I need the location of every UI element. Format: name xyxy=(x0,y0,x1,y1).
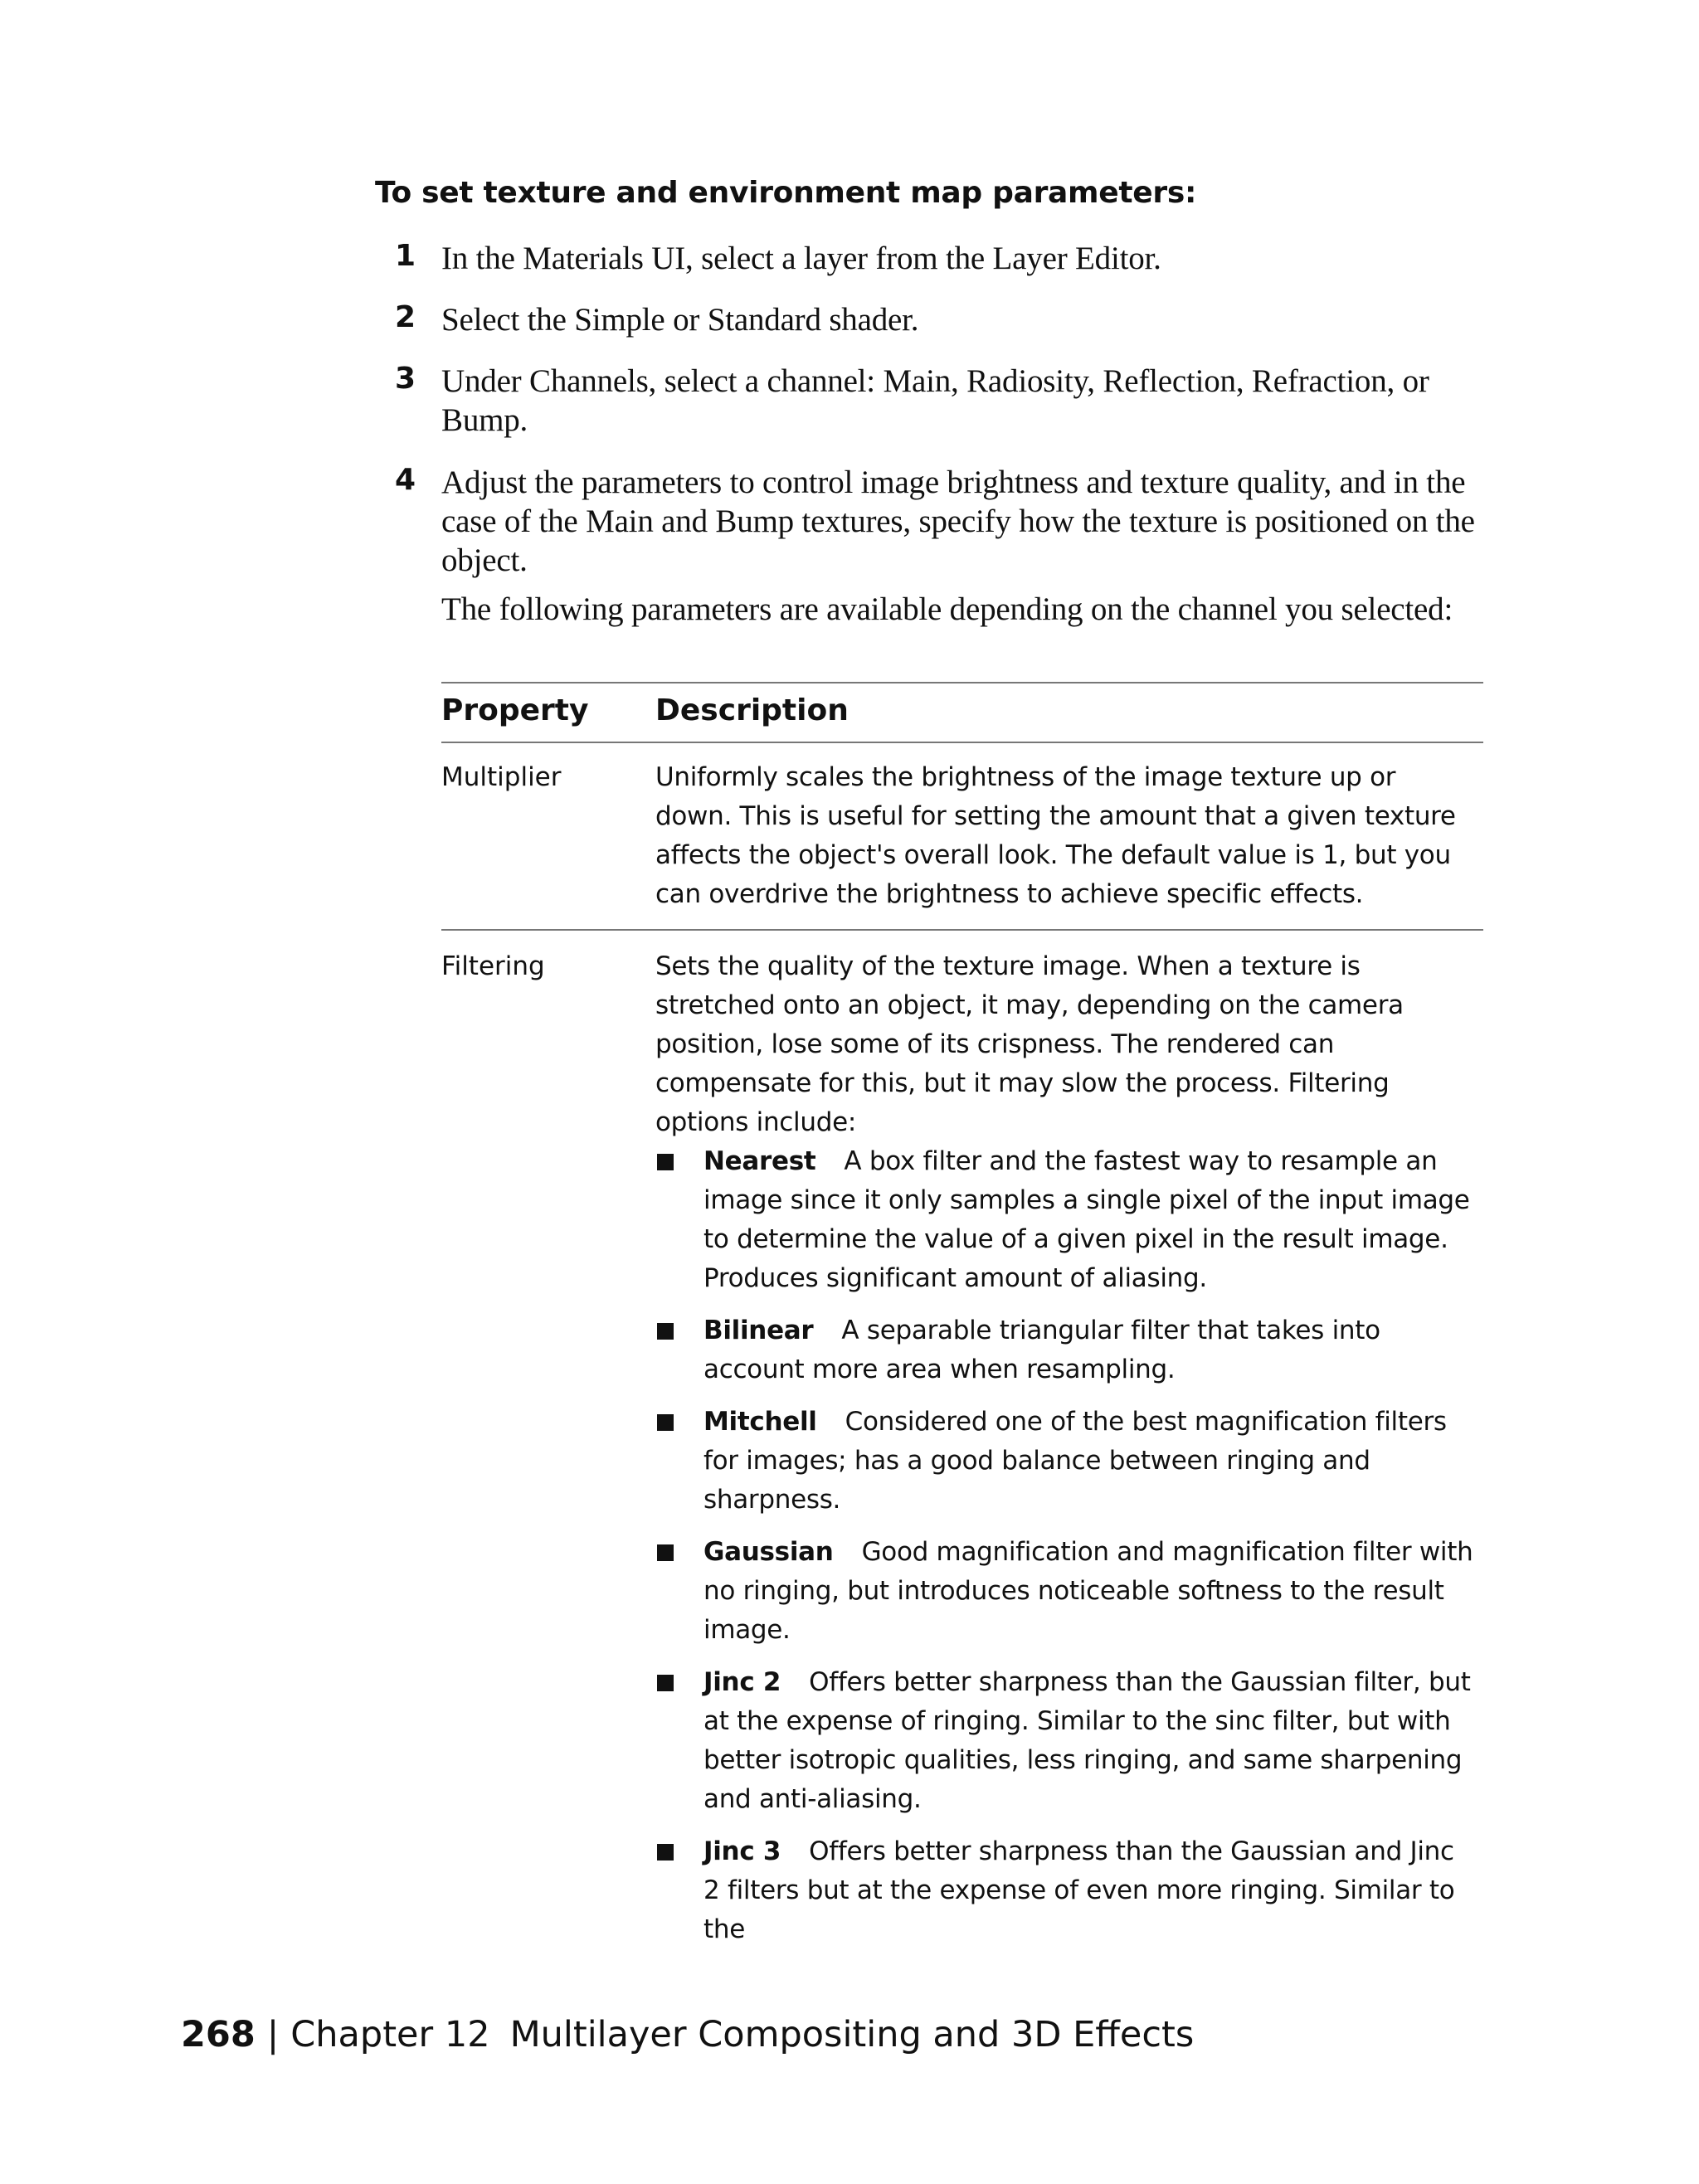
option-name: Gaussian xyxy=(703,1537,834,1567)
step-text: Under Channels, select a channel: Main, Radiosity, Reflection, Refraction, or Bump. xyxy=(441,363,1429,438)
option-text: A separable triangular filter that takes into account more area when resampling. xyxy=(703,1316,1380,1384)
footer-separator: | xyxy=(266,2014,280,2055)
list-item xyxy=(655,1311,1477,1389)
table-row xyxy=(441,743,1483,929)
list-item xyxy=(655,1533,1477,1650)
step-number: 3 xyxy=(395,362,416,396)
procedure-heading: To set texture and environment map parameters: xyxy=(375,176,1197,210)
header-property: Property xyxy=(441,693,589,727)
option-name: Jinc 2 xyxy=(703,1667,781,1697)
property-description: Sets the quality of the texture image. When a texture is stretched onto an object, it may, depending on the camera position, lose some of its crispness. The rendered can compensate for this, but it may slow the process. Filtering options include: xyxy=(655,951,1404,1137)
square-bullet-icon xyxy=(657,1844,674,1861)
step-subtext: The following parameters are available depending on the channel you selected: xyxy=(441,591,1453,627)
list-item xyxy=(655,1832,1477,1949)
step-text: Adjust the parameters to control image brightness and texture quality, and in the case of the Main and Bump textures, specify how the texture is positioned on the object. xyxy=(441,465,1475,578)
page-number: 268 xyxy=(181,2014,256,2055)
square-bullet-icon xyxy=(657,1154,674,1170)
square-bullet-icon xyxy=(657,1675,674,1691)
list-item xyxy=(655,1663,1477,1819)
step-number: 4 xyxy=(395,463,416,497)
step-number: 2 xyxy=(395,300,416,334)
property-name: Multiplier xyxy=(441,762,562,792)
option-text: Considered one of the best magnification filters for images; has a good balance between ringing and sharpness. xyxy=(703,1407,1447,1515)
option-text: Offers better sharpness than the Gaussian and Jinc 2 filters but at the expense of even more ringing. Similar to the xyxy=(703,1836,1455,1944)
procedure-step xyxy=(375,362,1487,440)
step-text: Select the Simple or Standard shader. xyxy=(441,302,919,338)
procedure-step xyxy=(375,463,1487,629)
property-description: Uniformly scales the brightness of the image texture up or down. This is useful for setting the amount that a given texture affects the object's overall look. The default value is 1, but you can overdrive the brightness to achieve specific effects. xyxy=(655,762,1456,909)
header-description: Description xyxy=(655,693,849,727)
step-text: In the Materials UI, select a layer from the Layer Editor. xyxy=(441,241,1161,276)
property-table xyxy=(441,682,1483,1949)
option-name: Bilinear xyxy=(703,1316,814,1345)
procedure-step xyxy=(375,239,1487,278)
property-description-block xyxy=(655,947,1477,1949)
filter-options-list xyxy=(655,1142,1477,1949)
page-footer xyxy=(181,2014,1194,2055)
square-bullet-icon xyxy=(657,1323,674,1340)
procedure-step xyxy=(375,300,1487,339)
chapter-label: Chapter 12 xyxy=(290,2014,490,2055)
option-text: Offers better sharpness than the Gaussian filter, but at the expense of ringing. Similar to the sinc filter, but with better isotropic qualities, less ringing, and same sharpening and anti-aliasing. xyxy=(703,1667,1471,1814)
table-header xyxy=(441,683,1483,742)
property-name: Filtering xyxy=(441,951,545,981)
list-item xyxy=(655,1403,1477,1520)
option-name: Mitchell xyxy=(703,1407,817,1437)
list-item xyxy=(655,1142,1477,1298)
option-text: Good magnification and magnification filter with no ringing, but introduces noticeable softness to the result image. xyxy=(703,1537,1473,1645)
option-name: Jinc 3 xyxy=(703,1836,781,1866)
square-bullet-icon xyxy=(657,1544,674,1561)
step-number: 1 xyxy=(395,239,416,273)
table-row xyxy=(441,931,1483,1949)
option-name: Nearest xyxy=(703,1146,816,1176)
chapter-title: Multilayer Compositing and 3D Effects xyxy=(509,2014,1195,2055)
option-text: A box filter and the fastest way to resample an image since it only samples a single pixel of the input image to determine the value of a given pixel in the result image. Produces significant amount of aliasing. xyxy=(703,1146,1470,1293)
square-bullet-icon xyxy=(657,1414,674,1431)
